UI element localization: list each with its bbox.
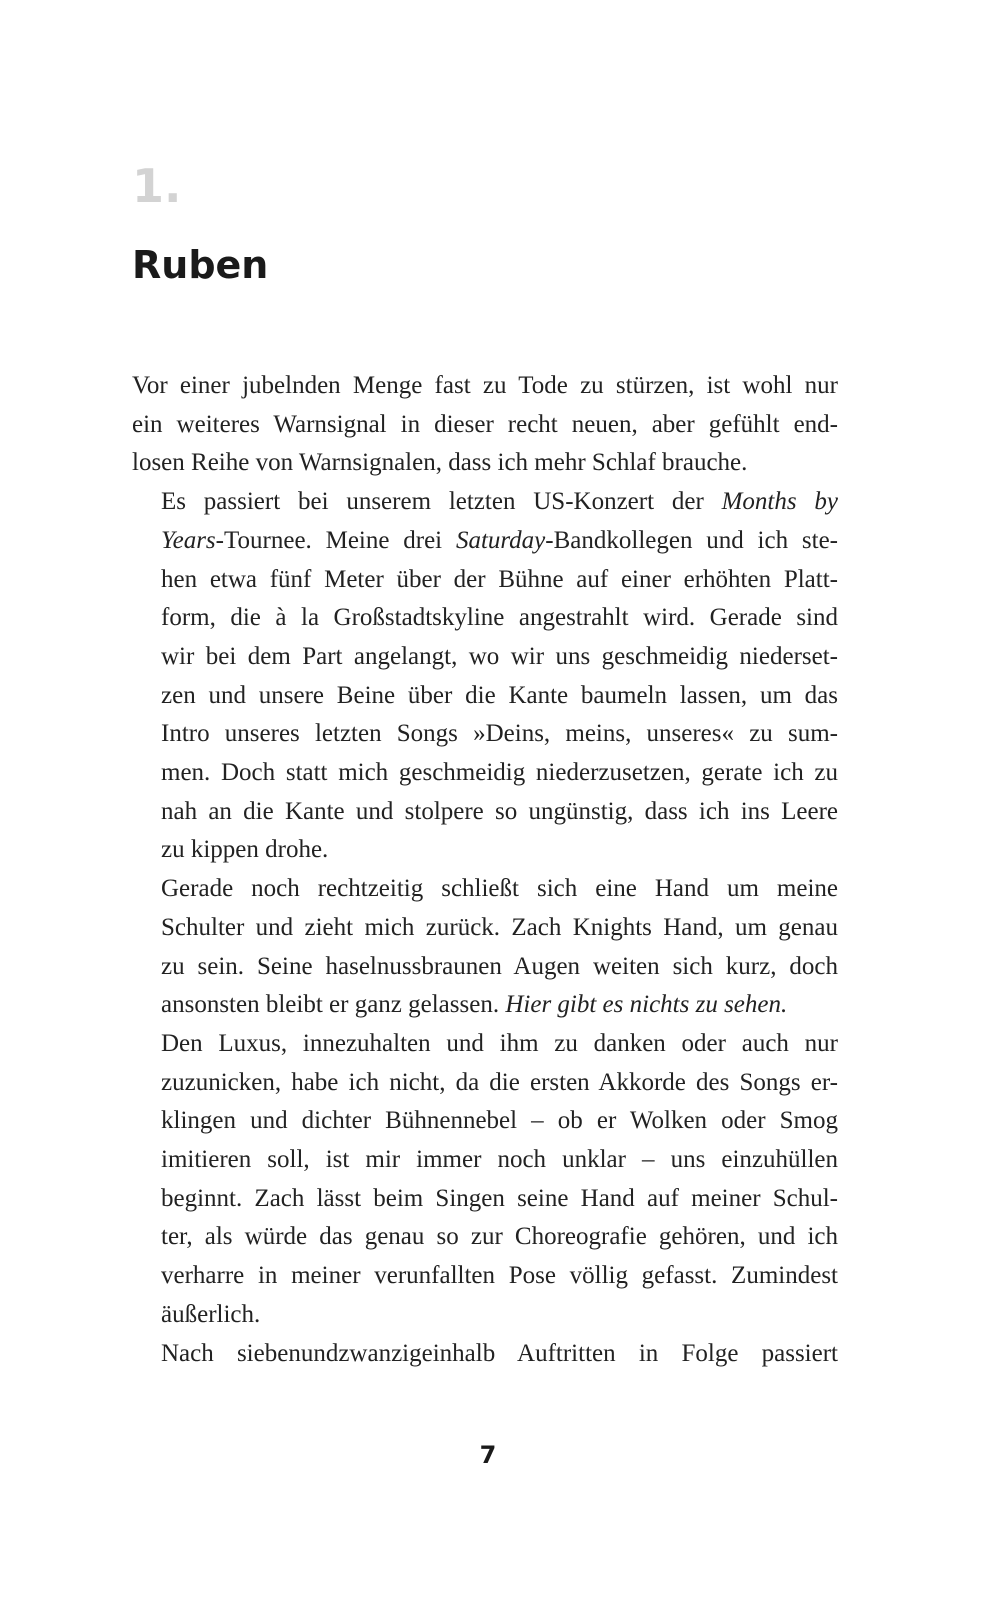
text-line — [132, 406, 838, 445]
text-segment: äußerlich. — [161, 1300, 261, 1328]
text-segment: ansonsten bleibt er ganz gelassen. — [161, 991, 506, 1019]
text-segment: Den Luxus, innezuhalten und ihm zu danken oder auch nur — [161, 1029, 838, 1057]
text-line — [132, 1025, 838, 1064]
text-segment: verharre in meiner verunfallten Pose völlig gefasst. Zumindest — [161, 1262, 838, 1290]
text-line — [132, 1335, 838, 1374]
text-segment: form, die à la Großstadtskyline angestrahlt wird. Gerade sind — [161, 604, 838, 632]
text-segment: beginnt. Zach lässt beim Singen seine Hand auf meiner Schul- — [161, 1184, 838, 1212]
text-segment: -Bandkollegen und ich ste- — [545, 526, 838, 554]
italic-text: Hier gibt es nichts zu sehen. — [505, 991, 788, 1019]
text-line — [132, 599, 838, 638]
text-segment: imitieren soll, ist mir immer noch unklar – uns einzuhüllen — [161, 1146, 838, 1174]
text-line — [132, 522, 838, 561]
text-line — [132, 793, 838, 832]
text-segment: klingen und dichter Bühnennebel – ob er Wolken oder Smog — [161, 1107, 838, 1135]
text-segment: zuzunicken, habe ich nicht, da die ersten Akkorde des Songs er- — [161, 1068, 838, 1096]
text-line — [132, 948, 838, 987]
text-line — [132, 1257, 838, 1296]
text-segment: zen und unsere Beine über die Kante baumeln lassen, um das — [161, 681, 838, 709]
paragraph — [132, 1025, 838, 1335]
paragraph — [132, 367, 838, 483]
text-line — [132, 638, 838, 677]
paragraph — [132, 483, 838, 870]
text-segment: zu sein. Seine haselnussbraunen Augen weiten sich kurz, doch — [161, 952, 838, 980]
text-segment: -Tournee. Meine drei — [215, 526, 456, 554]
text-line — [132, 754, 838, 793]
text-line — [132, 831, 838, 870]
text-line — [132, 561, 838, 600]
paragraph — [132, 870, 838, 1025]
text-line — [132, 1064, 838, 1103]
text-line — [132, 444, 838, 483]
text-segment: zu kippen drohe. — [161, 836, 329, 864]
italic-text: Saturday — [455, 526, 546, 554]
text-segment: ter, als würde das genau so zur Choreografie gehören, und ich — [161, 1223, 838, 1251]
italic-text: Months by — [721, 488, 838, 516]
text-segment: ein weiteres Warnsignal in dieser recht neuen, aber gefühlt end- — [132, 410, 838, 438]
text-segment: Es passiert bei unserem letzten US-Konzert der — [161, 488, 722, 516]
text-segment: Vor einer jubelnden Menge fast zu Tode zu stürzen, ist wohl nur — [132, 372, 838, 399]
text-line — [132, 1218, 838, 1257]
text-line — [132, 1180, 838, 1219]
text-line — [132, 986, 838, 1025]
text-segment: nah an die Kante und stolpere so ungünstig, dass ich ins Leere — [161, 797, 838, 825]
chapter-title: Ruben — [132, 243, 269, 287]
text-segment: Nach siebenundzwanzigeinhalb Auftritten in Folge passiert — [161, 1339, 838, 1367]
text-line — [132, 870, 838, 909]
text-line — [132, 677, 838, 716]
text-segment: wir bei dem Part angelangt, wo wir uns geschmeidig niederset- — [161, 642, 838, 670]
text-segment: Gerade noch rechtzeitig schließt sich eine Hand um meine — [161, 875, 838, 903]
chapter-number: 1. — [132, 159, 182, 213]
text-segment: men. Doch statt mich geschmeidig niederzusetzen, gerate ich zu — [161, 759, 838, 787]
text-segment: Schulter und zieht mich zurück. Zach Knights Hand, um genau — [161, 913, 838, 941]
chapter-body-text — [132, 367, 838, 1373]
text-segment: Intro unseres letzten Songs »Deins, meins, unseres« zu sum- — [161, 720, 838, 748]
text-line — [132, 1141, 838, 1180]
text-line — [132, 483, 838, 522]
text-segment: losen Reihe von Warnsignalen, dass ich mehr Schlaf brauche. — [132, 449, 748, 477]
paragraph — [132, 1335, 838, 1374]
text-segment: hen etwa fünf Meter über der Bühne auf einer erhöhten Platt- — [161, 565, 838, 593]
text-line — [132, 715, 838, 754]
text-line — [132, 367, 838, 406]
page-number: 7 — [479, 1441, 497, 1469]
text-line — [132, 1296, 838, 1335]
text-line — [132, 1102, 838, 1141]
text-line — [132, 909, 838, 948]
italic-text: Years — [161, 526, 216, 554]
